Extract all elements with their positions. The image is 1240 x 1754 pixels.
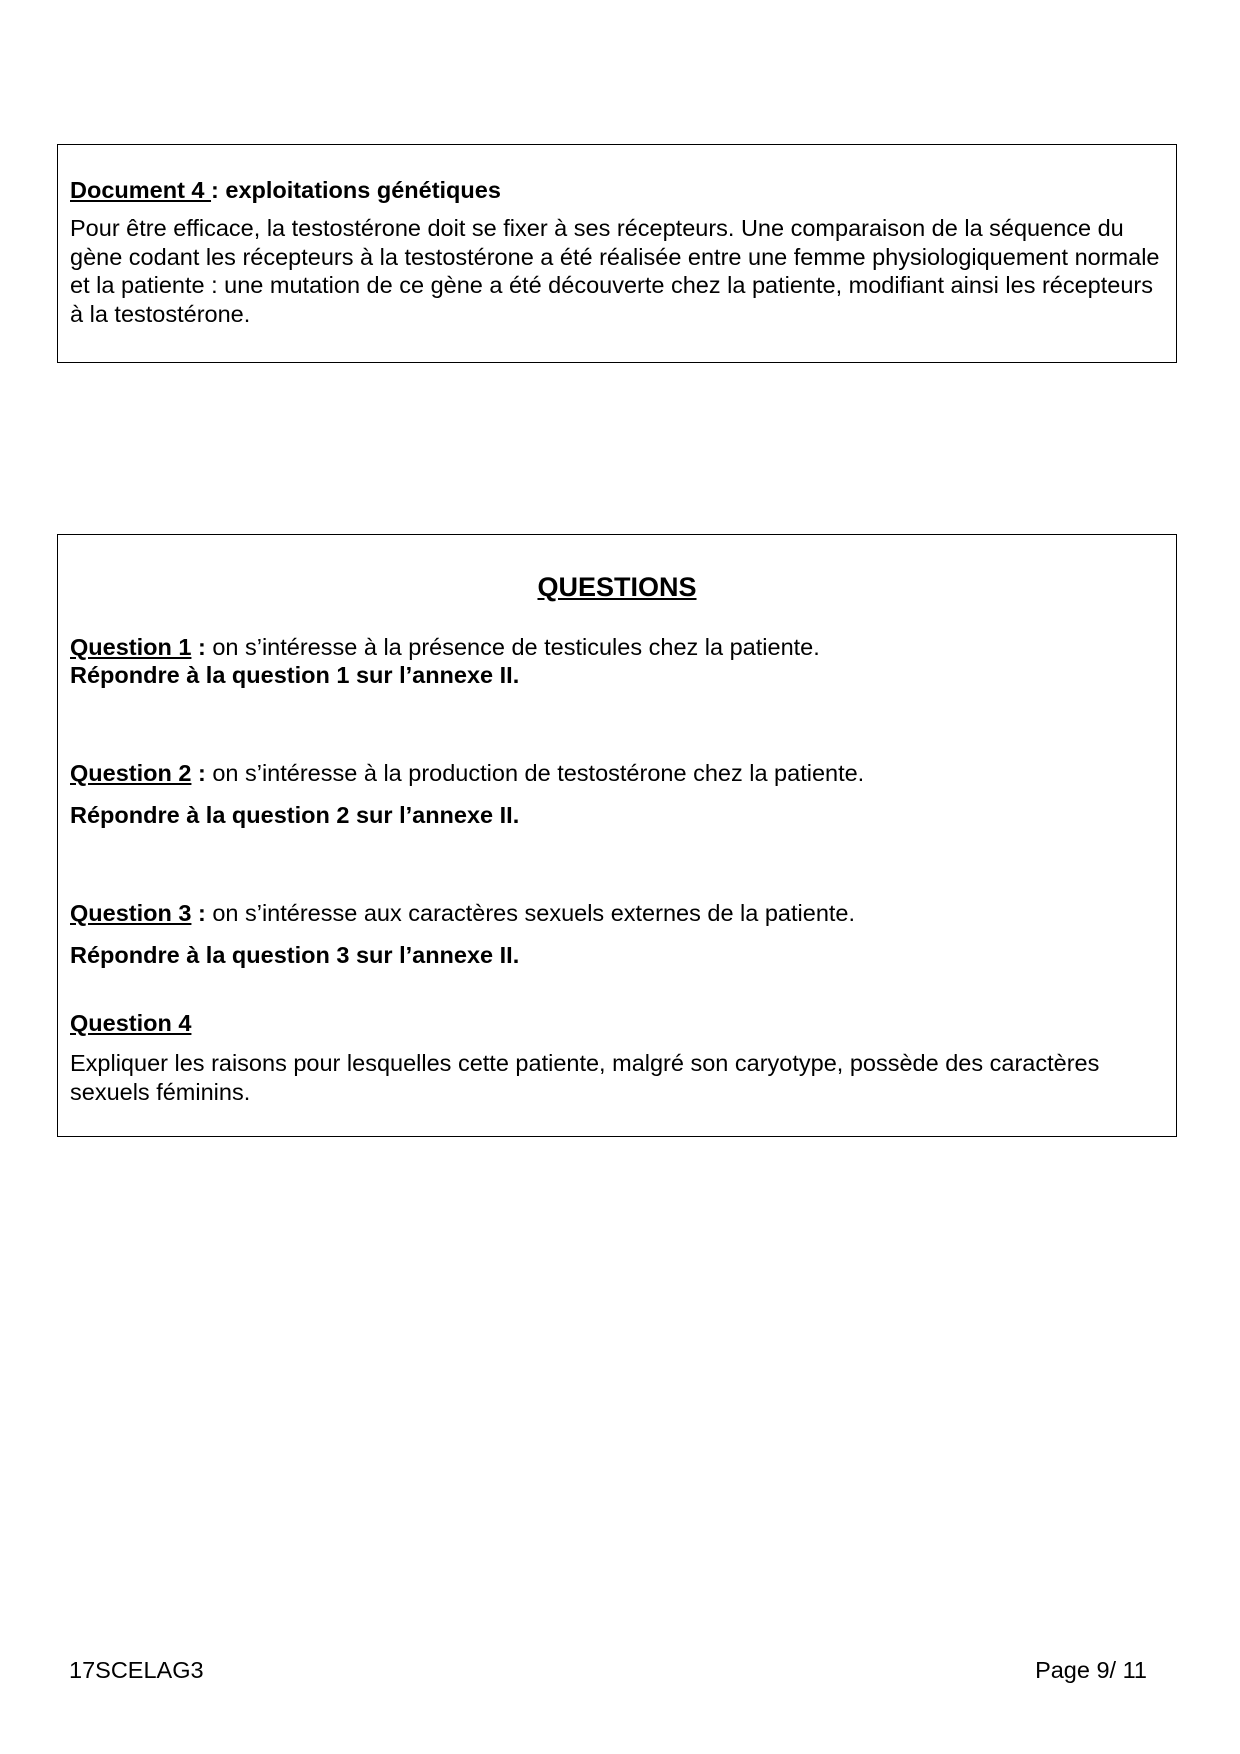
question-3-text: on s’intéresse aux caractères sexuels externes de la patiente. — [205, 900, 856, 926]
question-1-label: Question 1 — [70, 634, 192, 660]
questions-box — [57, 534, 1177, 1137]
document-4-body: Pour être efficace, la testostérone doit se fixer à ses récepteurs. Une comparaison de la séquence du gène codant les récepteurs à la testostérone a été réalisée entre une femme physiologiquement normale et la patiente : une mutation de ce gène a été découverte chez la patiente, modifiant ainsi les récepteurs à la testostérone. — [70, 215, 1160, 327]
question-1 — [70, 633, 1164, 689]
question-4-text: Expliquer les raisons pour lesquelles cette patiente, malgré son caryotype, possède des caractères sexuels féminins. — [70, 1050, 1100, 1105]
question-2-instruction: Répondre à la question 2 sur l’annexe II. — [70, 802, 520, 828]
question-2 — [70, 759, 1164, 829]
document-4-title-text: exploitations génétiques — [225, 177, 501, 203]
question-3-instruction: Répondre à la question 3 sur l’annexe II. — [70, 942, 520, 968]
question-3-separator: : — [191, 900, 206, 926]
document-4-title-separator: : — [211, 177, 226, 203]
question-4 — [70, 1009, 1164, 1106]
question-1-instruction: Répondre à la question 1 sur l’annexe II. — [70, 662, 520, 688]
footer-document-code: 17SCELAG3 — [69, 1657, 204, 1683]
question-3 — [70, 899, 1164, 969]
question-4-label: Question 4 — [70, 1010, 192, 1036]
footer-page-number: Page 9/ 11 — [1035, 1657, 1147, 1683]
question-3-label: Question 3 — [70, 900, 192, 926]
question-2-label: Question 2 — [70, 760, 192, 786]
question-1-text: on s’intéresse à la présence de testicules chez la patiente. — [205, 634, 820, 660]
document-4-box — [57, 144, 1177, 363]
question-2-text: on s’intéresse à la production de testostérone chez la patiente. — [205, 760, 865, 786]
question-1-separator: : — [191, 634, 206, 660]
question-2-separator: : — [191, 760, 206, 786]
questions-heading: QUESTIONS — [537, 572, 697, 602]
document-4-title — [70, 176, 1164, 204]
document-4-label: Document 4 — [70, 177, 212, 203]
